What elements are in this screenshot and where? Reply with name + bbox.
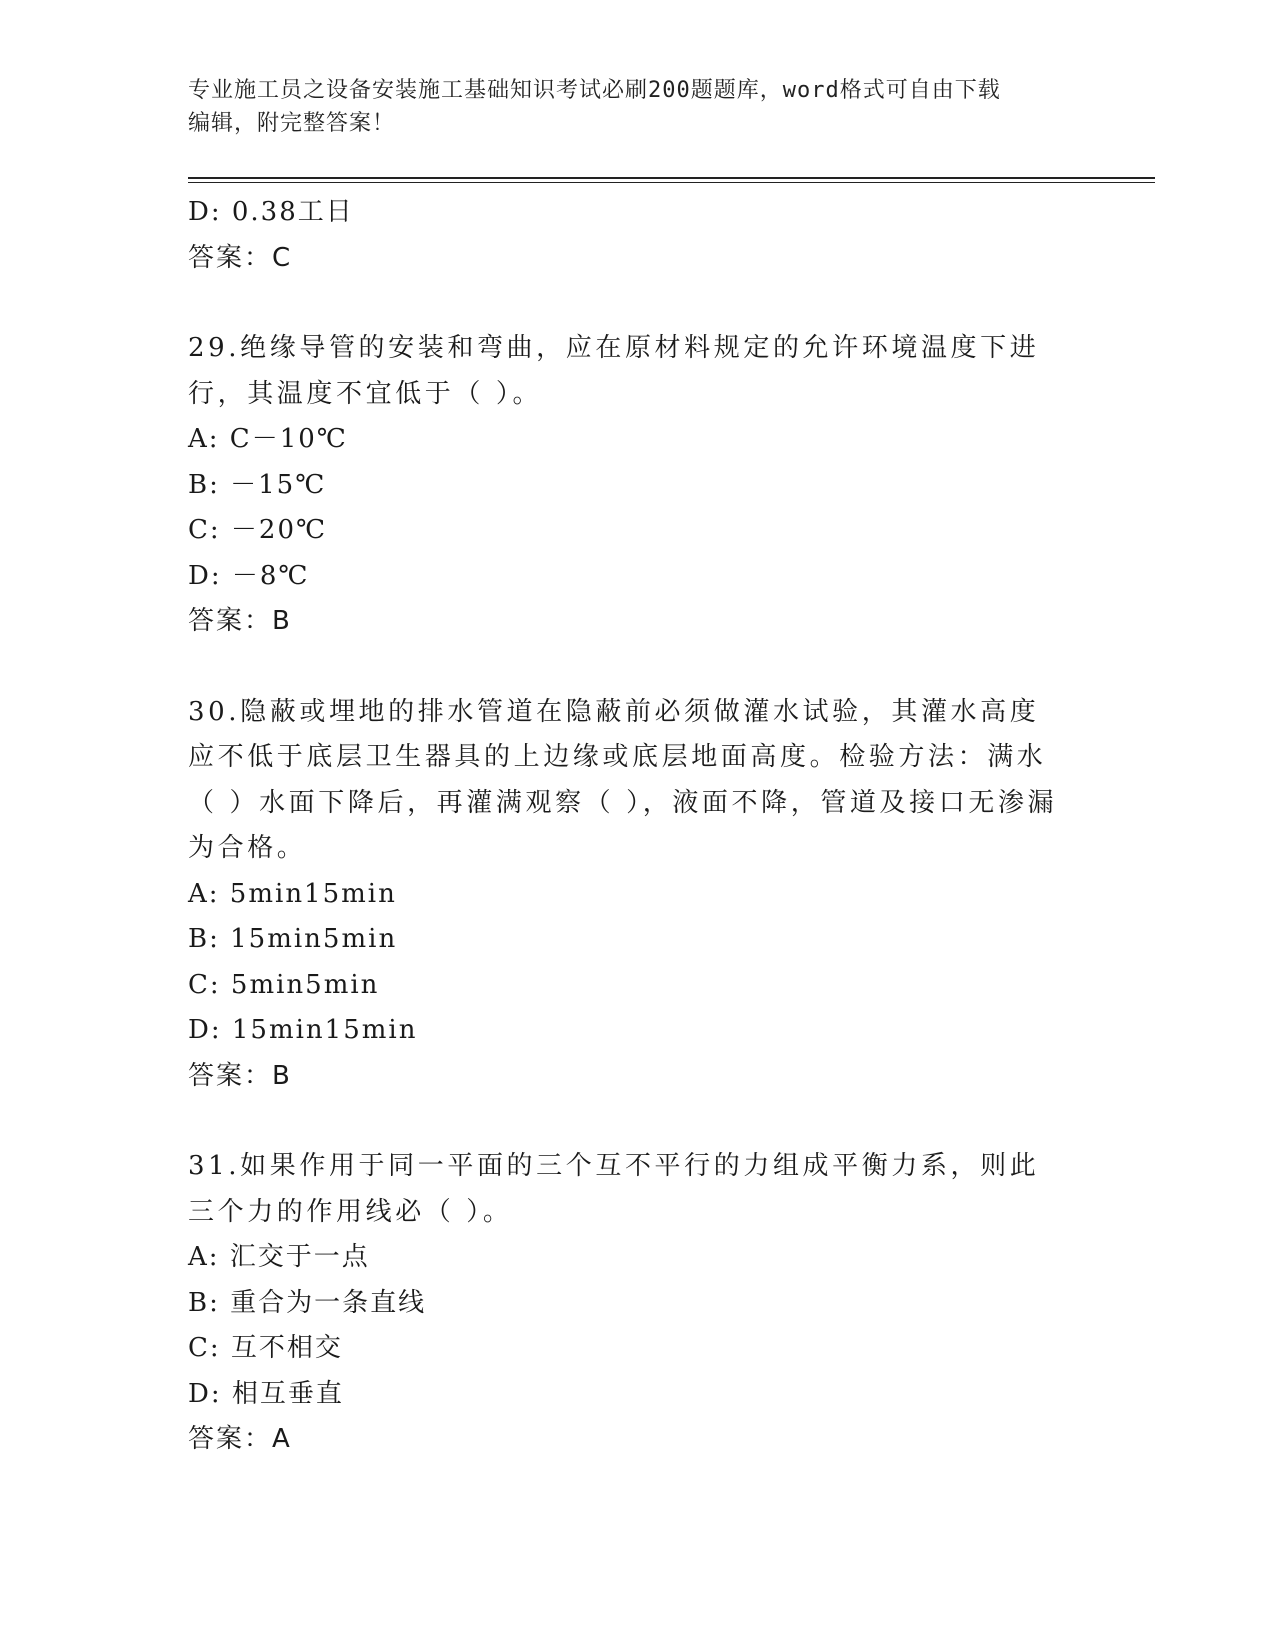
option-a: A: 5min15min [188,878,397,909]
header-title-line-2: 编辑，附完整答案！ [188,111,396,136]
option-c: C: －20℃ [188,515,328,545]
answer-line: 答案：B [188,1060,292,1091]
header-divider-thin [188,182,1155,183]
option-c: C: 5min5min [188,969,380,1000]
header-divider-thick [188,177,1155,179]
previous-question-tail [188,190,1088,281]
answer-line: 答案：A [188,1424,292,1454]
answer-line: 答案：B [188,606,292,636]
option-b: B: －15℃ [188,469,327,500]
option-b: B: 重合为一条直线 [188,1287,427,1318]
option-a: A: C－10℃ [188,424,348,454]
option-b: B: 15min5min [188,924,398,954]
header-title-line-1: 专业施工员之设备安装施工基础知识考试必刷200题题库，word格式可自由下载 [188,78,1001,103]
document-body [188,190,1088,1463]
option-d: D: 相互垂直 [188,1378,344,1409]
option-d: D: －8℃ [188,560,310,591]
question-29 [188,326,1088,645]
document-header [188,74,1068,140]
question-31 [188,1144,1088,1463]
question-stem: 29.绝缘导管的安装和弯曲，应在原材料规定的允许环境温度下进行，其温度不宜低于（ ）。 [188,333,1040,409]
question-stem: 31.如果作用于同一平面的三个互不平行的力组成平衡力系，则此三个力的作用线必（ ）。 [188,1151,1040,1227]
option-a: A: 汇交于一点 [188,1242,370,1272]
option-c: C: 互不相交 [188,1333,343,1363]
answer-line: 答案：C [188,242,293,273]
question-30 [188,690,1088,1100]
option-d: D: 15min15min [188,1015,418,1045]
option-d: D: 0.38工日 [188,197,354,227]
question-stem: 30.隐蔽或埋地的排水管道在隐蔽前必须做灌水试验，其灌水高度应不低于底层卫生器具的上边缘或底层地面高度。检验方法：满水（ ）水面下降后，再灌满观察（ ），液面不降，管道及接口无渗漏为合格。 [188,696,1058,863]
